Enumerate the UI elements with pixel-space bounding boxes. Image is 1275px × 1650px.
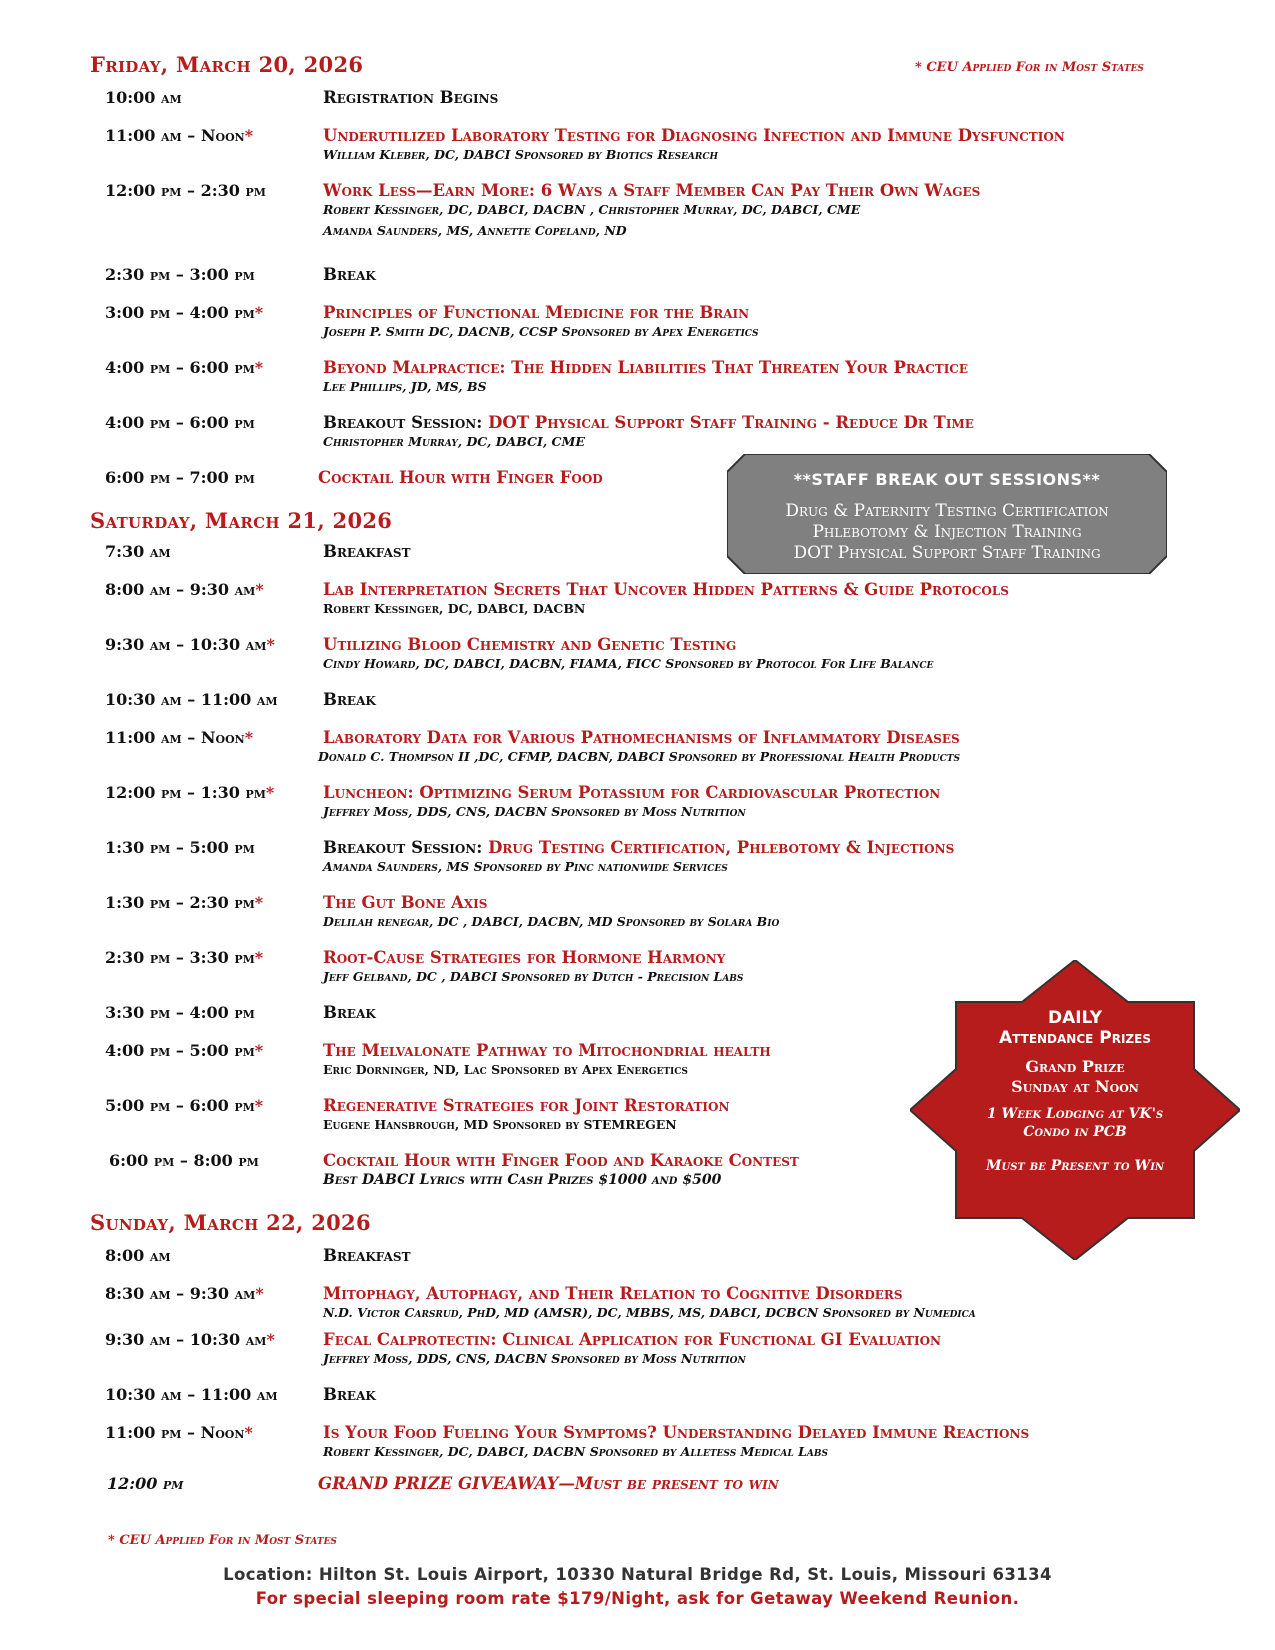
time-label: 2:30 pm – 3:00 pm <box>105 265 255 284</box>
session-title: Is Your Food Fueling Your Symptoms? Understanding Delayed Immune Reactions <box>323 1423 1030 1442</box>
session-speaker: Robert Kessinger, DC, DABCI, DACBN <box>323 601 586 616</box>
session-speaker: Cindy Howard, DC, DABCI, DACBN, FIAMA, FICC Sponsored by Protocol For Life Balance <box>323 656 934 671</box>
session-title: Lab Interpretation Secrets That Uncover Hidden Patterns & Guide Protocols <box>323 580 1009 599</box>
time-label: 4:00 pm – 6:00 pm* <box>105 358 264 377</box>
session-title: Breakfast <box>323 542 411 561</box>
day-heading-saturday: Saturday, March 21, 2026 <box>90 508 393 533</box>
session-speaker: Amanda Saunders, MS Sponsored by Pinc nationwide Services <box>323 859 728 874</box>
day-heading-friday: Friday, March 20, 2026 <box>90 52 364 77</box>
session-speaker: Best DABCI Lyrics with Cash Prizes $1000 and $500 <box>323 1172 722 1188</box>
day-heading-sunday: Sunday, March 22, 2026 <box>90 1210 371 1235</box>
time-label: 10:30 am – 11:00 am <box>105 1385 278 1404</box>
time-label: 10:30 am – 11:00 am <box>105 690 278 709</box>
session-title: Work Less—Earn More: 6 Ways a Staff Member Can Pay Their Own Wages <box>323 181 981 200</box>
session-title: Beyond Malpractice: The Hidden Liabilities That Threaten Your Practice <box>323 358 969 377</box>
session-speaker: Delilah renegar, DC , DABCI, DACBN, MD Sponsored by Solara Bio <box>323 914 780 929</box>
time-label: 11:00 pm – Noon* <box>105 1423 253 1442</box>
time-label: 12:00 pm – 2:30 pm <box>105 181 266 200</box>
time-label: 3:30 pm – 4:00 pm <box>105 1003 255 1022</box>
staff-session-line: Phlebotomy & Injection Training <box>812 522 1082 542</box>
session-title: Root-Cause Strategies for Hormone Harmony <box>323 948 726 967</box>
time-label: 1:30 pm – 2:30 pm* <box>105 893 264 912</box>
session-title: Principles of Functional Medicine for the Brain <box>323 303 750 322</box>
prize-attendance: Attendance Prizes <box>999 1028 1151 1048</box>
time-label: 8:00 am – 9:30 am* <box>105 580 264 599</box>
time-label: 12:00 pm – 1:30 pm* <box>105 783 275 802</box>
session-title: The Gut Bone Axis <box>323 893 488 912</box>
session-speaker: Robert Kessinger, DC, DABCI, DACBN Sponsored by Alletess Medical Labs <box>323 1444 828 1459</box>
session-speaker: Robert Kessinger, DC, DABCI, DACBN , Christopher Murray, DC, DABCI, CME <box>323 202 861 217</box>
session-speaker: Amanda Saunders, MS, Annette Copeland, ND <box>323 223 627 238</box>
session-title: Breakfast <box>323 1246 411 1265</box>
session-title: Break <box>323 1003 376 1022</box>
prize-lodging: 1 Week Lodging at VK's <box>986 1106 1164 1122</box>
session-title: Breakout Session: Drug Testing Certification, Phlebotomy & Injections <box>323 838 955 857</box>
prize-grand: Grand Prize <box>1025 1057 1125 1076</box>
staff-session-line: DOT Physical Support Staff Training <box>793 543 1101 563</box>
session-title: Utilizing Blood Chemistry and Genetic Testing <box>323 635 737 654</box>
session-speaker: William Kleber, DC, DABCI Sponsored by Biotics Research <box>323 147 719 162</box>
session-title: Luncheon: Optimizing Serum Potassium for Cardiovascular Protection <box>323 783 941 802</box>
staff-session-line: Drug & Paternity Testing Certification <box>785 501 1109 521</box>
prize-sunday: Sunday at Noon <box>1011 1077 1139 1096</box>
time-label: 9:30 am – 10:30 am* <box>105 1330 275 1349</box>
session-speaker: Lee Phillips, JD, MS, BS <box>323 379 487 394</box>
ceu-note-top: * CEU Applied For in Most States <box>915 60 1144 75</box>
session-title: Underutilized Laboratory Testing for Diagnosing Infection and Immune Dysfunction <box>323 126 1065 145</box>
session-speaker: N.D. Victor Carsrud, PhD, MD (AMSR), DC, MBBS, MS, DABCI, DCBCN Sponsored by Numedica <box>323 1305 976 1320</box>
staff-sessions-heading: **STAFF BREAK OUT SESSIONS** <box>793 470 1101 489</box>
prize-text <box>955 1008 1195 1175</box>
grand-prize-time: 12:00 pm <box>107 1474 184 1493</box>
breakout-prefix: Breakout Session: <box>323 838 483 857</box>
session-title: Break <box>323 1385 376 1404</box>
session-speaker: Jeffrey Moss, DDS, CNS, DACBN Sponsored by Moss Nutrition <box>323 804 746 819</box>
session-speaker: Jeffrey Moss, DDS, CNS, DACBN Sponsored by Moss Nutrition <box>323 1351 746 1366</box>
time-label: 1:30 pm – 5:00 pm <box>105 838 255 857</box>
session-title: Cocktail Hour with Finger Food <box>318 468 603 487</box>
staff-sessions-text <box>727 454 1167 564</box>
time-label: 10:00 am <box>105 88 182 107</box>
session-speaker: Christopher Murray, DC, DABCI, CME <box>323 434 585 449</box>
time-label: 3:00 pm – 4:00 pm* <box>105 303 264 322</box>
breakout-prefix: Breakout Session: <box>323 413 483 432</box>
ceu-note-bottom: * CEU Applied For in Most States <box>108 1533 337 1548</box>
time-label: 4:00 pm – 5:00 pm* <box>105 1041 264 1060</box>
session-title: Registration Begins <box>323 88 499 107</box>
time-label: 9:30 am – 10:30 am* <box>105 635 275 654</box>
time-label: 11:00 am – Noon* <box>105 728 254 747</box>
session-title: Laboratory Data for Various Pathomechanisms of Inflammatory Diseases <box>323 728 960 747</box>
time-label: 7:30 am <box>105 542 171 561</box>
session-speaker: Eugene Hansbrough, MD Sponsored by STEMREGEN <box>323 1117 677 1132</box>
time-label: 8:30 am – 9:30 am* <box>105 1284 264 1303</box>
session-speaker: Jeff Gelband, DC , DABCI Sponsored by Dutch - Precision Labs <box>323 969 744 984</box>
session-speaker: Donald C. Thompson II ,DC, CFMP, DACBN, DABCI Sponsored by Professional Health Products <box>318 749 960 764</box>
time-label: 6:00 pm – 8:00 pm <box>109 1151 259 1170</box>
prize-must-be-present: Must be Present to Win <box>985 1158 1165 1174</box>
session-title: Cocktail Hour with Finger Food and Karaoke Contest <box>323 1151 799 1170</box>
session-title: Fecal Calprotectin: Clinical Application for Functional GI Evaluation <box>323 1330 941 1349</box>
session-title: The Melvalonate Pathway to Mitochondrial health <box>323 1041 771 1060</box>
grand-prize-title: GRAND PRIZE GIVEAWAY—Must be present to win <box>318 1474 779 1493</box>
time-label: 8:00 am <box>105 1246 171 1265</box>
session-speaker: Eric Dorninger, ND, Lac Sponsored by Apex Energetics <box>323 1062 688 1077</box>
location-text: Location: Hilton St. Louis Airport, 10330 Natural Bridge Rd, St. Louis, Missouri 63134 <box>223 1565 1052 1584</box>
session-title: Regenerative Strategies for Joint Restoration <box>323 1096 730 1115</box>
prize-daily: DAILY <box>1047 1008 1103 1028</box>
time-label: 5:00 pm – 6:00 pm* <box>105 1096 264 1115</box>
session-title: Break <box>323 690 376 709</box>
time-label: 11:00 am – Noon* <box>105 126 254 145</box>
time-label: 2:30 pm – 3:30 pm* <box>105 948 264 967</box>
time-label: 6:00 pm – 7:00 pm <box>105 468 255 487</box>
session-title: Mitophagy, Autophagy, and Their Relation to Cognitive Disorders <box>323 1284 903 1303</box>
session-title: Breakout Session: DOT Physical Support Staff Training - Reduce Dr Time <box>323 413 974 432</box>
room-rate-text: For special sleeping room rate $179/Night, ask for Getaway Weekend Reunion. <box>255 1589 1020 1608</box>
session-speaker: Joseph P. Smith DC, DACNB, CCSP Sponsored by Apex Energetics <box>323 324 759 339</box>
session-title: Break <box>323 265 376 284</box>
time-label: 4:00 pm – 6:00 pm <box>105 413 255 432</box>
prize-condo: Condo in PCB <box>1023 1124 1127 1140</box>
